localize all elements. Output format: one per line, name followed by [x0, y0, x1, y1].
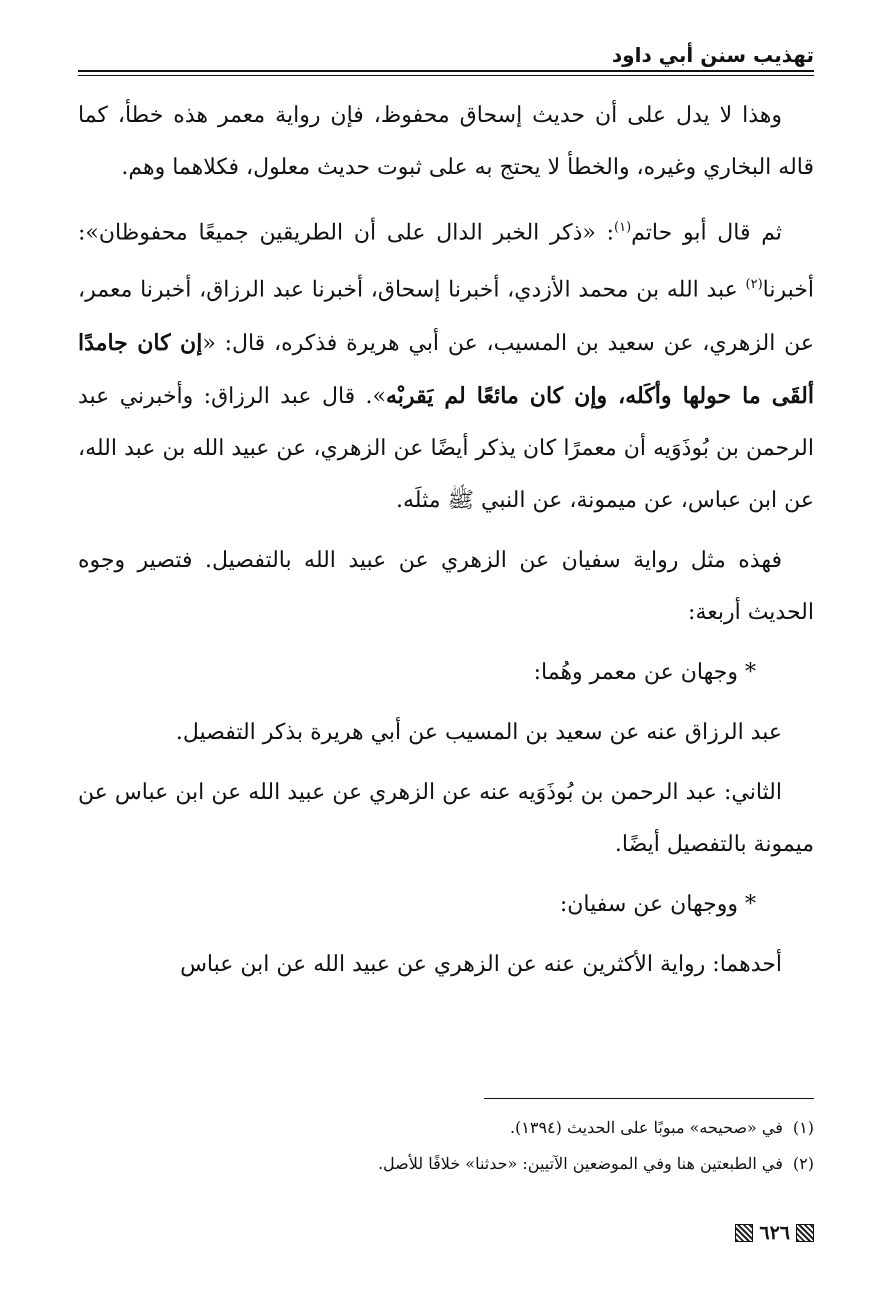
text-run: عبد الله بن محمد الأزدي، أخبرنا إسحاق، أخبرنا عبد الرزاق، أخبرنا معمر، عن الزهري، عن سعيد بن المسيب، عن أبي هريرة فذكره، قال: «	[78, 277, 814, 356]
text-run: ». قال عبد الرزاق: وأخبرني عبد الرحمن بن بُوذَوَيه أن معمرًا كان يذكر أيضًا عن الزهري، عن عبيد الله بن عبد الله، عن ابن عباس، عن ميمونة، عن النبي ﷺ مثلَه.	[78, 383, 814, 513]
paragraph: * ووجهان عن سفيان:	[559, 891, 756, 917]
header-rule-thick	[78, 70, 814, 72]
running-header	[78, 40, 814, 74]
footnote-ref: (١)	[614, 220, 632, 235]
page-number-block	[735, 1222, 814, 1244]
paragraph: أحدهما: رواية الأكثرين عنه عن الزهري عن عبيد الله عن ابن عباس	[180, 951, 782, 977]
footnote	[78, 1146, 814, 1182]
footnote-text: في «صحيحه» مبوبًا على الحديث (١٣٩٤).	[509, 1118, 783, 1137]
footnote	[78, 1110, 814, 1146]
footnote-number: (١)	[792, 1118, 814, 1137]
paragraph: فهذه مثل رواية سفيان عن الزهري عن عبيد الله بالتفصيل. فتصير وجوه الحديث أربعة:	[78, 547, 814, 625]
paragraph: وهذا لا يدل على أن حديث إسحاق محفوظ، فإن رواية معمر هذه خطأ، كما قاله البخاري وغيره، والخطأ لا يحتج به على ثبوت حديث معلول، فكلاهما وهم.	[78, 103, 814, 180]
footnote-separator	[484, 1098, 814, 1099]
footnotes	[78, 1110, 814, 1182]
paragraph: * وجهان عن معمر وهُما:	[533, 659, 756, 685]
header-rule-thin	[78, 75, 814, 76]
text-run: : «ذكر الخبر الدال على أن الطريقين جميعًا محفوظان»: أخبرنا	[78, 220, 814, 303]
footnote-ref: (٢)	[745, 277, 763, 293]
page-number: ٦٢٦	[759, 1222, 790, 1244]
ornament-icon	[796, 1224, 814, 1242]
paragraph: عبد الرزاق عنه عن سعيد بن المسيب عن أبي هريرة بذكر التفصيل.	[175, 719, 782, 745]
footnote-number: (٢)	[792, 1154, 814, 1173]
ornament-icon	[735, 1224, 753, 1242]
main-text	[78, 90, 814, 999]
paragraph	[78, 202, 814, 527]
text-run: ثم قال أبو حاتم	[631, 220, 782, 246]
book-title: تهذيب سنن أبي داود	[611, 43, 814, 67]
footnote-text: في الطبعتين هنا وفي الموضعين الآتيين: «حدثنا» خلافًا للأصل.	[377, 1154, 783, 1173]
hadith-text-bold: إن كان جامدًا ألقَى ما حولها وأكَله، وإن كان مائعًا لم يَقربْه	[78, 329, 814, 409]
paragraph: الثاني: عبد الرحمن بن بُوذَوَيه عنه عن الزهري عن عبيد الله عن ابن عباس عن ميمونة بالتفصيل أيضًا.	[78, 779, 814, 857]
